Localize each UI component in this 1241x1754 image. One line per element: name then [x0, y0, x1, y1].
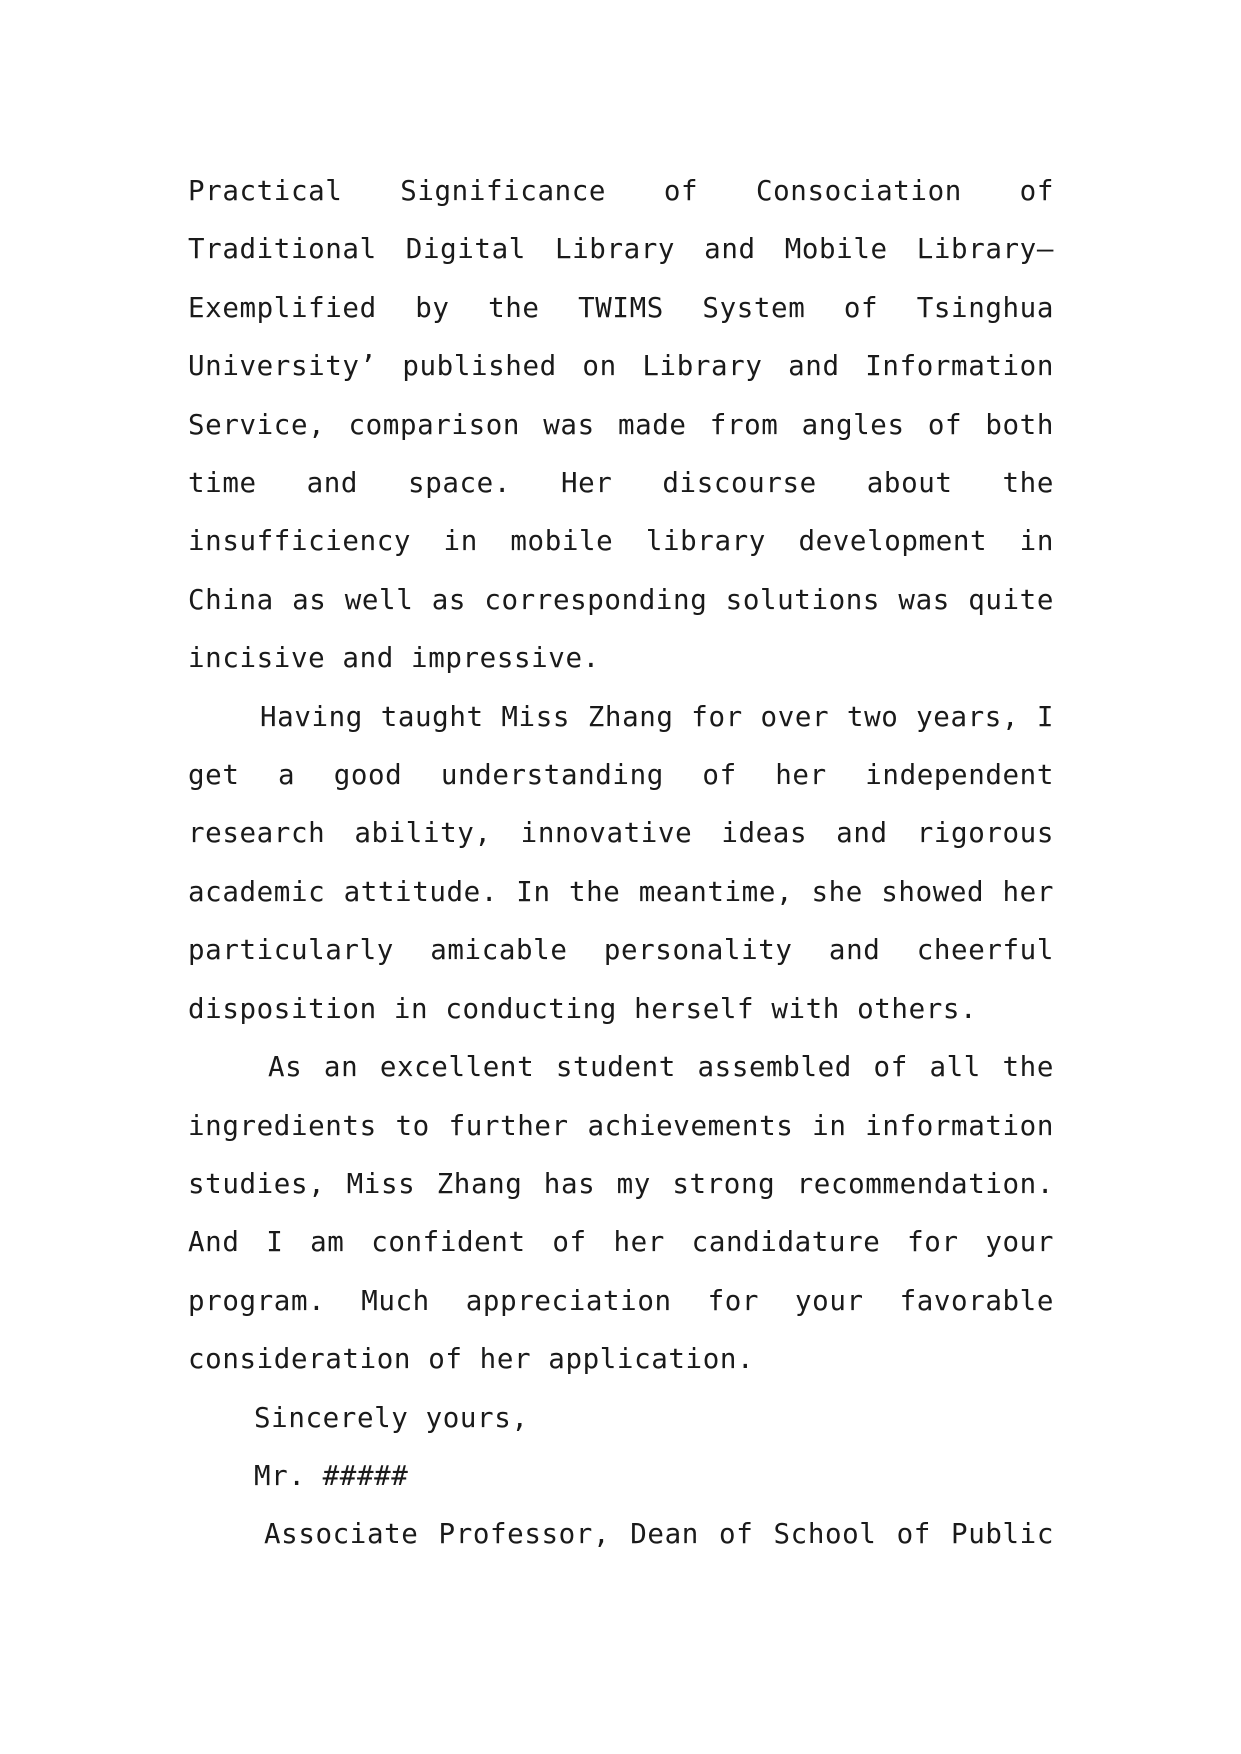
closing-salutation: Sincerely yours,: [254, 1401, 529, 1434]
paragraph-recommendation: As an excellent student assembled of all the ingredients to further achievements in information studies, Miss Zhang has my strong recommendation. And I am confident of her candidature for your program. Much appreciation for your favorable consideration of her application.: [188, 1051, 1054, 1376]
signer-name: Mr. #####: [254, 1459, 409, 1492]
paragraph-teaching-experience: Having taught Miss Zhang for over two years, I get a good understanding of her independent research ability, innovative ideas and rigorous academic attitude. In the meantime, she showed her particularly amicable personality and cheerful disposition in conducting herself with others.: [188, 700, 1054, 1025]
paragraph-paper-discussion: Practical Significance of Consociation of Traditional Digital Library and Mobile Library—Exemplified by the TWIMS System of Tsinghua University’ published on Library and Information Service, comparison was made from angles of both time and space. Her discourse about the insufficiency in mobile library development in China as well as corresponding solutions was quite incisive and impressive.: [188, 175, 1054, 675]
signer-title: Associate Professor, Dean of School of Public: [264, 1518, 1054, 1551]
letter-body: [188, 162, 1054, 1564]
